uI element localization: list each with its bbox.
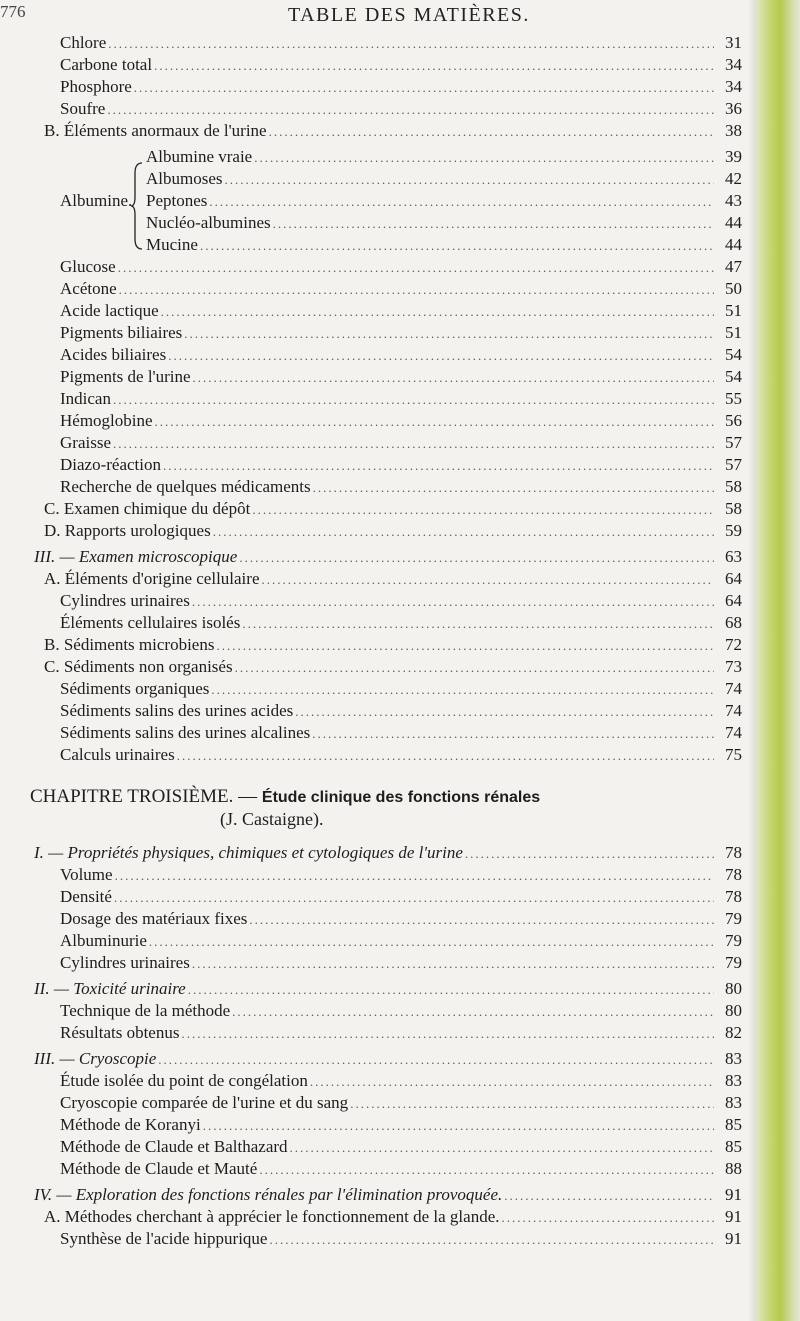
toc-entry[interactable] — [146, 190, 742, 212]
toc-entry[interactable] — [60, 678, 742, 700]
toc-page: 74 — [725, 701, 742, 720]
toc-label: Éléments cellulaires isolés — [60, 613, 241, 632]
toc-label: Synthèse de l'acide hippurique — [60, 1229, 268, 1248]
toc-page: 54 — [725, 345, 742, 364]
toc-page: 75 — [725, 745, 742, 764]
toc-page: 31 — [725, 33, 742, 52]
toc-entry[interactable] — [60, 32, 742, 54]
toc-label: Glucose — [60, 257, 116, 276]
toc-label: Sédiments salins des urines alcalines — [60, 723, 311, 742]
toc-page: 79 — [725, 953, 742, 972]
toc-page: 83 — [725, 1049, 742, 1068]
running-head: TABLE DES MATIÈRES. — [288, 4, 530, 26]
toc-label: Calculs urinaires — [60, 745, 175, 764]
toc-page: 36 — [725, 99, 742, 118]
toc-label: A. Méthodes cherchant à apprécier le fonctionnement de la glande. — [44, 1207, 500, 1226]
toc-page: 78 — [725, 843, 742, 862]
toc-page: 64 — [725, 569, 742, 588]
toc-label: III. — Examen microscopique — [34, 547, 238, 566]
toc-page: 78 — [725, 865, 742, 884]
toc-page: 74 — [725, 723, 742, 742]
toc-label: Graisse — [60, 433, 111, 452]
toc-entry[interactable] — [60, 98, 742, 120]
toc-label: Hémoglobine — [60, 411, 153, 430]
toc-page: 55 — [725, 389, 742, 408]
toc-entry[interactable] — [146, 234, 742, 256]
toc-page: 78 — [725, 887, 742, 906]
toc-label: C. Sédiments non organisés — [44, 657, 233, 676]
toc-label: Chlore — [60, 33, 107, 52]
toc-label: II. — Toxicité urinaire — [34, 979, 186, 998]
chapter-title: Étude clinique des fonctions rénales — [261, 789, 541, 806]
chapter-prefix: CHAPITRE TROISIÈME. — — [30, 786, 258, 807]
toc-label: Indican — [60, 389, 111, 408]
toc-page: 58 — [725, 477, 742, 496]
toc-page: 39 — [725, 147, 742, 166]
toc-entry[interactable] — [60, 864, 742, 886]
toc-entry[interactable] — [60, 590, 742, 612]
toc-label: Mucine — [146, 235, 198, 254]
toc-entry[interactable] — [34, 1184, 742, 1206]
toc-page: 59 — [725, 521, 742, 540]
toc-page: 68 — [725, 613, 742, 632]
toc-entry[interactable] — [44, 498, 742, 520]
toc-page: 51 — [725, 323, 742, 342]
toc-page: 79 — [725, 909, 742, 928]
toc-entry[interactable] — [60, 886, 742, 908]
toc-label: Acide lactique — [60, 301, 159, 320]
toc-label: C. Examen chimique du dépôt — [44, 499, 251, 518]
toc-page: 54 — [725, 367, 742, 386]
toc-label: Cylindres urinaires — [60, 591, 190, 610]
toc-page: 80 — [725, 979, 742, 998]
toc-label: B. Sédiments microbiens — [44, 635, 215, 654]
toc-label: Acides biliaires — [60, 345, 167, 364]
toc-label: Phosphore — [60, 77, 132, 96]
toc-page: 57 — [725, 455, 742, 474]
toc-label: Cylindres urinaires — [60, 953, 190, 972]
toc-page: 82 — [725, 1023, 742, 1042]
toc-entry[interactable] — [60, 1092, 742, 1114]
toc-entry[interactable] — [146, 168, 742, 190]
toc-entry[interactable] — [44, 120, 742, 142]
toc-label: III. — Cryoscopie — [34, 1049, 157, 1068]
toc-label: Technique de la méthode — [60, 1001, 231, 1020]
toc-label: Soufre — [60, 99, 106, 118]
toc-entry[interactable] — [60, 432, 742, 454]
toc-entry[interactable] — [60, 744, 742, 766]
toc-entry[interactable] — [60, 1158, 742, 1180]
toc-entry[interactable] — [60, 54, 742, 76]
toc-entry[interactable] — [34, 546, 742, 568]
toc-entry[interactable] — [60, 366, 742, 388]
toc-label: Dosage des matériaux fixes — [60, 909, 248, 928]
toc-page: 34 — [725, 55, 742, 74]
toc-entry[interactable] — [60, 930, 742, 952]
toc-entry[interactable] — [60, 612, 742, 634]
toc-entry[interactable] — [60, 1070, 742, 1092]
toc-entry[interactable] — [60, 1136, 742, 1158]
toc-entry[interactable] — [60, 476, 742, 498]
toc-label: Méthode de Koranyi — [60, 1115, 201, 1134]
toc-entry[interactable] — [60, 722, 742, 744]
toc-label: Pigments de l'urine — [60, 367, 191, 386]
toc-label: Peptones — [146, 191, 208, 210]
toc-label: Nucléo-albumines — [146, 213, 271, 232]
toc-entry[interactable] — [60, 454, 742, 476]
toc-entry[interactable] — [146, 146, 742, 168]
toc-page: 50 — [725, 279, 742, 298]
toc-entry[interactable] — [60, 1114, 742, 1136]
toc-page: 56 — [725, 411, 742, 430]
toc-entry[interactable] — [60, 1022, 742, 1044]
book-edge — [756, 0, 800, 1321]
toc-page: 83 — [725, 1071, 742, 1090]
toc-label: Albumoses — [146, 169, 223, 188]
toc-entry[interactable] — [60, 344, 742, 366]
toc-entry[interactable] — [44, 520, 742, 542]
toc-label: A. Éléments d'origine cellulaire — [44, 569, 260, 588]
toc-label: Densité — [60, 887, 112, 906]
toc-label: Volume — [60, 865, 113, 884]
toc-label: Sédiments salins des urines acides — [60, 701, 294, 720]
toc-entry[interactable] — [146, 212, 742, 234]
toc-entry[interactable] — [60, 256, 742, 278]
toc-page: 79 — [725, 931, 742, 950]
toc-entry[interactable] — [44, 1206, 742, 1228]
toc-page: 58 — [725, 499, 742, 518]
toc-page: 38 — [725, 121, 742, 140]
toc-page: 57 — [725, 433, 742, 452]
toc-page: 91 — [725, 1229, 742, 1248]
toc-entry[interactable] — [44, 656, 742, 678]
toc-entry[interactable] — [34, 1048, 742, 1070]
toc-page: 34 — [725, 77, 742, 96]
toc-entry[interactable] — [60, 908, 742, 930]
toc-page: 44 — [725, 213, 742, 232]
toc-label: Méthode de Claude et Mauté — [60, 1159, 258, 1178]
toc-entry[interactable] — [60, 1228, 742, 1250]
toc-label: Pigments biliaires — [60, 323, 183, 342]
toc-page: 44 — [725, 235, 742, 254]
toc-label: Albumine vraie — [146, 147, 253, 166]
chapter-author: (J. Castaigne). — [220, 809, 324, 829]
toc-label: D. Rapports urologiques — [44, 521, 211, 540]
toc-label: Recherche de quelques médicaments — [60, 477, 311, 496]
toc-entry[interactable] — [60, 1000, 742, 1022]
toc-label: Carbone total — [60, 55, 153, 74]
toc-page: 83 — [725, 1093, 742, 1112]
toc-label: B. Éléments anormaux de l'urine — [44, 121, 267, 140]
toc-page: 74 — [725, 679, 742, 698]
toc-page: 51 — [725, 301, 742, 320]
toc-page: 64 — [725, 591, 742, 610]
toc-page: 88 — [725, 1159, 742, 1178]
toc-label: Albuminurie — [60, 931, 147, 950]
toc-page: 47 — [725, 257, 742, 276]
toc-label: Méthode de Claude et Balthazard — [60, 1137, 288, 1156]
toc-page: 73 — [725, 657, 742, 676]
toc-entry[interactable] — [60, 410, 742, 432]
toc-entry[interactable] — [34, 842, 742, 864]
toc-page: 42 — [725, 169, 742, 188]
toc-label: I. — Propriétés physiques, chimiques et cytologiques de l'urine — [34, 843, 463, 862]
toc-entry[interactable] — [34, 978, 742, 1000]
toc-label: Sédiments organiques — [60, 679, 210, 698]
toc-page: 91 — [725, 1207, 742, 1226]
curly-brace-icon — [130, 161, 144, 251]
toc-label: Diazo-réaction — [60, 455, 161, 474]
toc-page: 91 — [725, 1185, 742, 1204]
toc-label: Étude isolée du point de congélation — [60, 1071, 308, 1090]
toc-label: Résultats obtenus — [60, 1023, 180, 1042]
toc-entry[interactable] — [44, 634, 742, 656]
toc-page: 63 — [725, 547, 742, 566]
toc-entry[interactable] — [60, 322, 742, 344]
toc-entry[interactable] — [60, 388, 742, 410]
toc-entry[interactable] — [60, 278, 742, 300]
toc-label: IV. — Exploration des fonctions rénales par l'élimination provoquée. — [34, 1185, 503, 1204]
toc-entry[interactable] — [44, 568, 742, 590]
toc-label: Cryoscopie comparée de l'urine et du sang — [60, 1093, 349, 1112]
page-number: 776 — [0, 2, 26, 21]
toc-page: 85 — [725, 1115, 742, 1134]
toc-entry[interactable] — [60, 700, 742, 722]
toc-entry[interactable] — [60, 952, 742, 974]
albumine-group-label: Albumine. — [60, 191, 133, 210]
toc-entry[interactable] — [60, 300, 742, 322]
chapter-heading — [30, 786, 750, 809]
toc-page: 80 — [725, 1001, 742, 1020]
toc-entry[interactable] — [60, 76, 742, 98]
toc-page: 72 — [725, 635, 742, 654]
toc-page: 85 — [725, 1137, 742, 1156]
toc-page: 43 — [725, 191, 742, 210]
gutter-shadow — [748, 0, 756, 1321]
toc-label: Acétone — [60, 279, 117, 298]
